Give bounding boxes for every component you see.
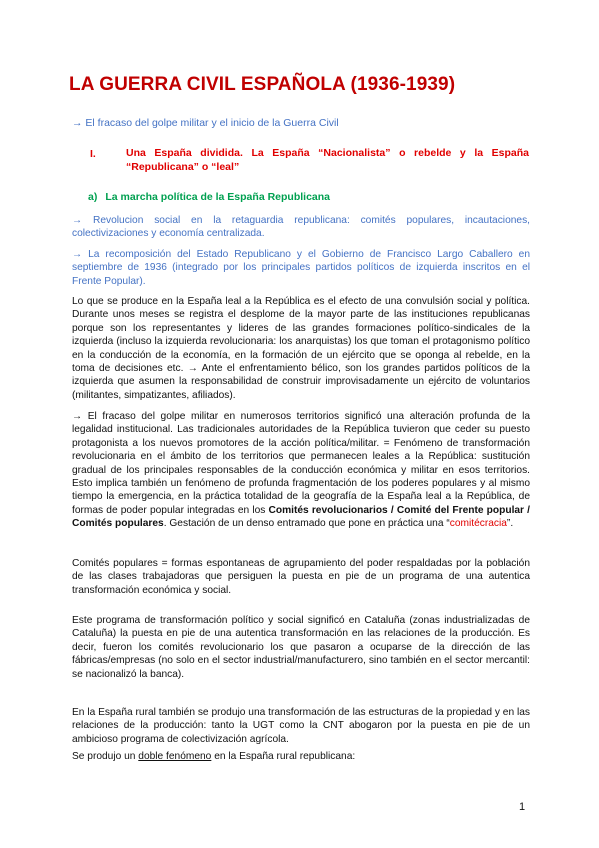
paragraph-3: Comités populares = formas espontaneas de agrupamiento del poder respaldadas por la población de las clases trabajadoras que persiguen la puesta en pie de un programa de una autentica transformación económica y social. xyxy=(72,558,530,596)
section-number: I. xyxy=(90,148,96,160)
paragraph-6-text-a: Se produjo un xyxy=(72,751,139,762)
paragraph-2-text-c: ”. xyxy=(506,518,514,530)
document-title: LA GUERRA CIVIL ESPAÑOLA (1936-1939) xyxy=(69,74,456,95)
blue-point-2: → La recomposición del Estado Republicano y el Gobierno de Francisco Largo Caballero en septiembre de 1936 (integrado por los principales partidos políticos de izquierda inscritos en el Frente Popular). xyxy=(72,249,530,287)
paragraph-6 xyxy=(72,750,530,763)
blue-point-1: → Revolucion social en la retaguardia republicana: comités populares, incautaciones, colectivizaciones y economía centralizada. xyxy=(72,215,530,240)
paragraph-2 xyxy=(72,410,530,531)
section-heading: Una España dividida. La España “Nacionalista” o rebelde y la España “Republicana” o “leal” xyxy=(126,147,529,173)
paragraph-2-red-term: comitécracia xyxy=(449,518,507,530)
paragraph-6-text-b: en la España rural republicana: xyxy=(211,751,356,762)
intro-arrow-line: → El fracaso del golpe militar y el inicio de la Guerra Civil xyxy=(72,117,339,129)
paragraph-4: Este programa de transformación político y social significó en Cataluña (zonas industrializadas de Cataluña) la puesta en pie de una autentica transformación en las relaciones de la producción. Es decir, fueron los comités revolucionario los que pasaron a ocuparse de la dirección de las fábricas/empresas (no solo en el sector industrial/manufacturero, sino también en el sector mercantil: se nacionalizó la banca). xyxy=(72,615,530,680)
subsection-heading xyxy=(88,191,330,203)
paragraph-2-text-b: . Gestación de un denso entramado que pone en práctica una “ xyxy=(163,518,450,530)
page-number: 1 xyxy=(519,801,526,813)
subsection-title: La marcha política de la España Republicana xyxy=(105,191,331,203)
subsection-letter: a) xyxy=(88,191,98,203)
paragraph-2-text-a: → El fracaso del golpe militar en numerosos territorios significó una alteración profunda de la legalidad institucional. Las tradicionales autoridades de la República tuvieron que ceder su puesto protagonista a los nuevos promotores de la acción política/militar. = Fenómeno de transformación revolucionaria en el ámbito de los territorios que permanecen leales a la República: sustitución gradual de los principales responsables de la conducción económica y militar en esos territorios. Esto implica también un fenómeno de profunda fragmentación de los poderes populares y al mismo tiempo la emergencia, en la práctica totalidad de la geografía de la España leal a la República, de formas de poder popular integradas en los xyxy=(72,411,530,516)
paragraph-2-bold-terms: Comités revolucionarios / Comité del Frente popular / Comités populares xyxy=(72,504,531,530)
paragraph-6-underlined: doble fenómeno xyxy=(138,751,212,762)
paragraph-1: Lo que se produce en la España leal a la República es el efecto de una convulsión social y política. Durante unos meses se registra el desplome de la mayor parte de las instituciones republicanas porque son los representantes y lideres de las grandes formaciones político-sindicales de la izquierda (incluso la izquierda revolucionaria: los anarquistas) los que toman el protagonismo político en la conducción de la economía, en la formación de un ejército que se oponga al rebelde, en la toma de decisiones etc. → Ante el enfrentamiento bélico, son los grandes partidos políticos de la izquierda que asumen la responsabilidad de construir improvisadamente un ejército de voluntarios (militantes, simpatizantes, afiliados). xyxy=(72,296,530,401)
paragraph-5: En la España rural también se produjo una transformación de las estructuras de la propiedad y en las relaciones de la producción: tanto la UGT como la CNT abogaron por la puesta en pie de un ambicioso programa de colectivización agrícola. xyxy=(72,707,530,745)
